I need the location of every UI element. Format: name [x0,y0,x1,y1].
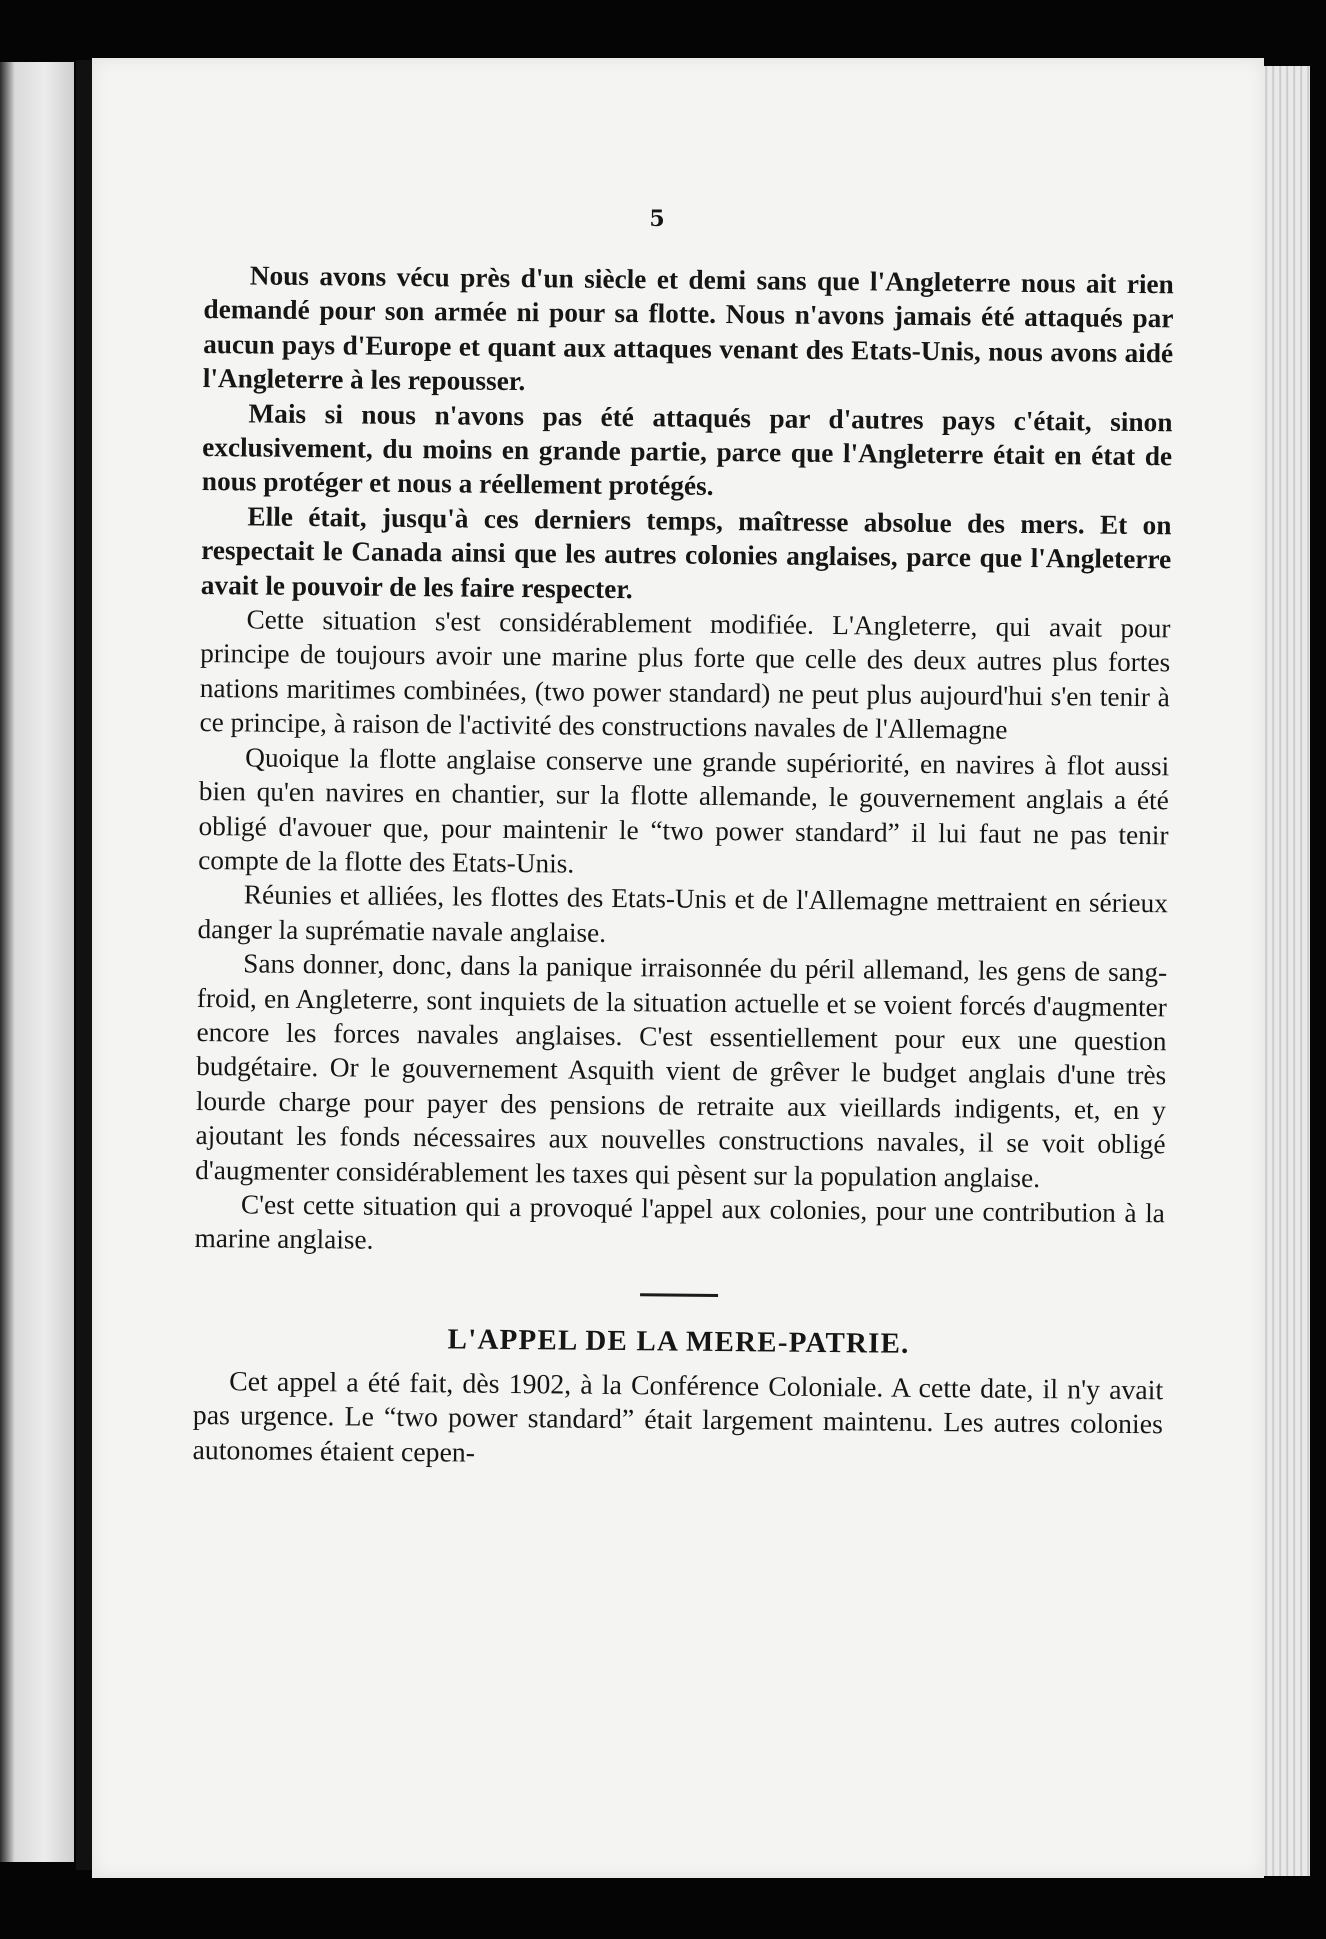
previous-page-edge [0,62,74,1862]
paragraph-7: Sans donner, donc, dans la panique irraisonnée du péril allemand, les gens de sang-froid, en Angleterre, sont inquiets de la situation actuelle et se voient forcés d'augmenter encore les forces navales anglaises. C'est essentiellement pour eux une question budgétaire. Or le gouvernement Asquith vient de grêver le budget anglais d'une très lourde charge pour payer des pensions de retraite aux vieillards indigents, et, en y ajoutant les fonds nécessaires aux nouvelles constructions navales, il se voit obligé d'augmenter considérablement les taxes qui pèsent sur la population anglaise. [195,948,1168,1193]
paragraph-5: Quoique la flotte anglaise conserve une grande supériorité, en navires à flot aussi bien qu'en navires en chantier, sur la flotte allemande, le gouvernement anglais a été obligé d'avouer que, pour maintenir le “two power standard” il lui faut ne pas tenir compte de la flotte des Etats-Unis. [198,742,1170,879]
paragraph-2: Mais si nous n'avons pas été attaqués par d'autres pays c'était, sinon exclusivement, du moins en grande partie, parce que l'Angleterre était en état de nous protéger et nous a réellement protégés. [201,398,1173,502]
section-heading: L'APPEL DE LA MERE-PATRIE. [447,1323,910,1360]
page-number: 5 [649,206,665,232]
section-paragraph: Cet appel a été fait, dès 1902, à la Conférence Coloniale. A cette date, il n'y avait pas urgence. Le “two power standard” était largement maintenu. Les autres colonies autonomes étaient cepen- [192,1366,1164,1469]
page-body [192,258,1174,1477]
document-page [92,58,1264,1878]
paragraph-3: Elle était, jusqu'à ces derniers temps, maîtresse absolue des mers. Et on respectait le Canada ainsi que les autres colonies anglaises, parce que l'Angleterre avait le pouvoir de les faire respecter. [200,501,1172,604]
paragraph-4: Cette situation s'est considérablement modifiée. L'Angleterre, qui avait pour principe de toujours avoir une marine plus forte que celle des deux autres plus fortes nations maritimes combinées, (two power standard) ne peut plus aujourd'hui s'en tenir à ce principe, à raison de l'activité des constructions navales de l'Allemagne [199,604,1171,746]
section-divider [640,1293,718,1297]
binding-shadow [76,60,92,1870]
paragraph-6: Réunies et alliées, les flottes des Etats-Unis et de l'Allemagne mettraient en sérieux danger la suprématie navale anglaise. [197,879,1168,948]
paragraph-8: C'est cette situation qui a provoqué l'appel aux colonies, pour une contribution à la marine anglaise. [194,1189,1166,1256]
paragraph-1: Nous avons vécu près d'un siècle et demi sans que l'Angleterre nous ait rien demandé pour son armée ni pour sa flotte. Nous n'avons jamais été attaqués par aucun pays d'Europe et quant aux attaques venant des Etats-Unis, nous avons aidé l'Angleterre à les repousser. [202,260,1174,397]
